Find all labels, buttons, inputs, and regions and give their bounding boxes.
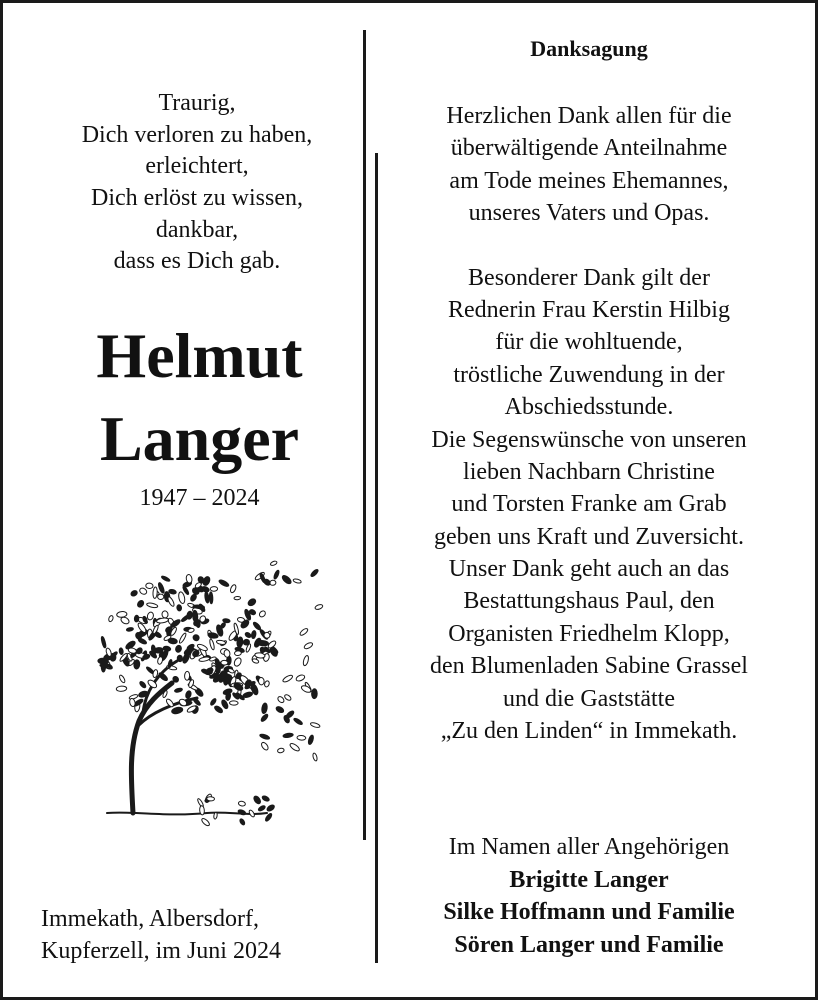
thanks-line: Besonderer Dank gilt der (468, 264, 710, 291)
thanks-line: Rednerin Frau Kerstin Hilbig (448, 296, 730, 323)
thanks-line: und Torsten Franke am Grab (451, 491, 727, 518)
poem-line: Dich verloren zu haben, (81, 121, 313, 148)
thanks-line: für die wohltuende, (495, 329, 683, 356)
poem-line: erleichtert, (145, 153, 249, 180)
thanks-line: lieben Nachbarn Christine (463, 458, 715, 485)
thanks-line: Die Segenswünsche von unseren (431, 426, 747, 453)
thanks-line: Herzlichen Dank allen für die (446, 103, 732, 129)
thanks-line: unseres Vaters und Opas. (468, 200, 710, 227)
windblown-tree-icon (77, 543, 327, 843)
thanks-line: tröstliche Zuwendung in der (453, 361, 725, 388)
thanks-line: Organisten Friedhelm Klopp, (448, 620, 730, 647)
poem-line: Dich erlöst zu wissen, (91, 185, 303, 212)
thanks-line: Bestattungshaus Paul, den (463, 588, 715, 615)
life-years: 1947 – 2024 (139, 485, 260, 511)
thanks-line: „Zu den Linden“ in Immekath. (440, 718, 738, 745)
place-line: Immekath, Albersdorf, (41, 906, 259, 932)
signature-intro: Im Namen aller Angehörigen (448, 834, 730, 860)
thanks-line: den Blumenladen Sabine Grassel (430, 653, 748, 680)
signature-name: Sören Langer und Familie (454, 931, 724, 958)
place-and-date (41, 903, 281, 967)
memorial-poem (27, 88, 367, 278)
thanks-line: und die Gaststätte (503, 685, 675, 712)
vertical-rule-lower (375, 153, 378, 963)
thanks-line: überwältigende Anteilnahme (450, 135, 728, 162)
poem-line: Traurig, (158, 90, 236, 116)
deceased-first-name: Helmut (96, 320, 303, 391)
signature-block (379, 831, 799, 962)
paragraph-gap (379, 230, 799, 262)
poem-line: dass es Dich gab. (113, 248, 281, 275)
thanks-line: geben uns Kraft und Zuversicht. (434, 523, 744, 550)
thanks-text (379, 100, 799, 747)
thanks-heading: Danksagung (530, 36, 648, 61)
thanks-line: am Tode meines Ehemannes, (449, 167, 729, 194)
thanks-line: Unser Dank geht auch an das (448, 556, 730, 583)
deceased-last-name: Langer (99, 403, 300, 474)
thanks-line: Abschiedsstunde. (504, 394, 674, 421)
date-line: Kupferzell, im Juni 2024 (41, 938, 281, 965)
signature-name: Silke Hoffmann und Familie (443, 899, 735, 926)
signature-name: Brigitte Langer (509, 866, 669, 893)
poem-line: dankbar, (155, 216, 239, 243)
